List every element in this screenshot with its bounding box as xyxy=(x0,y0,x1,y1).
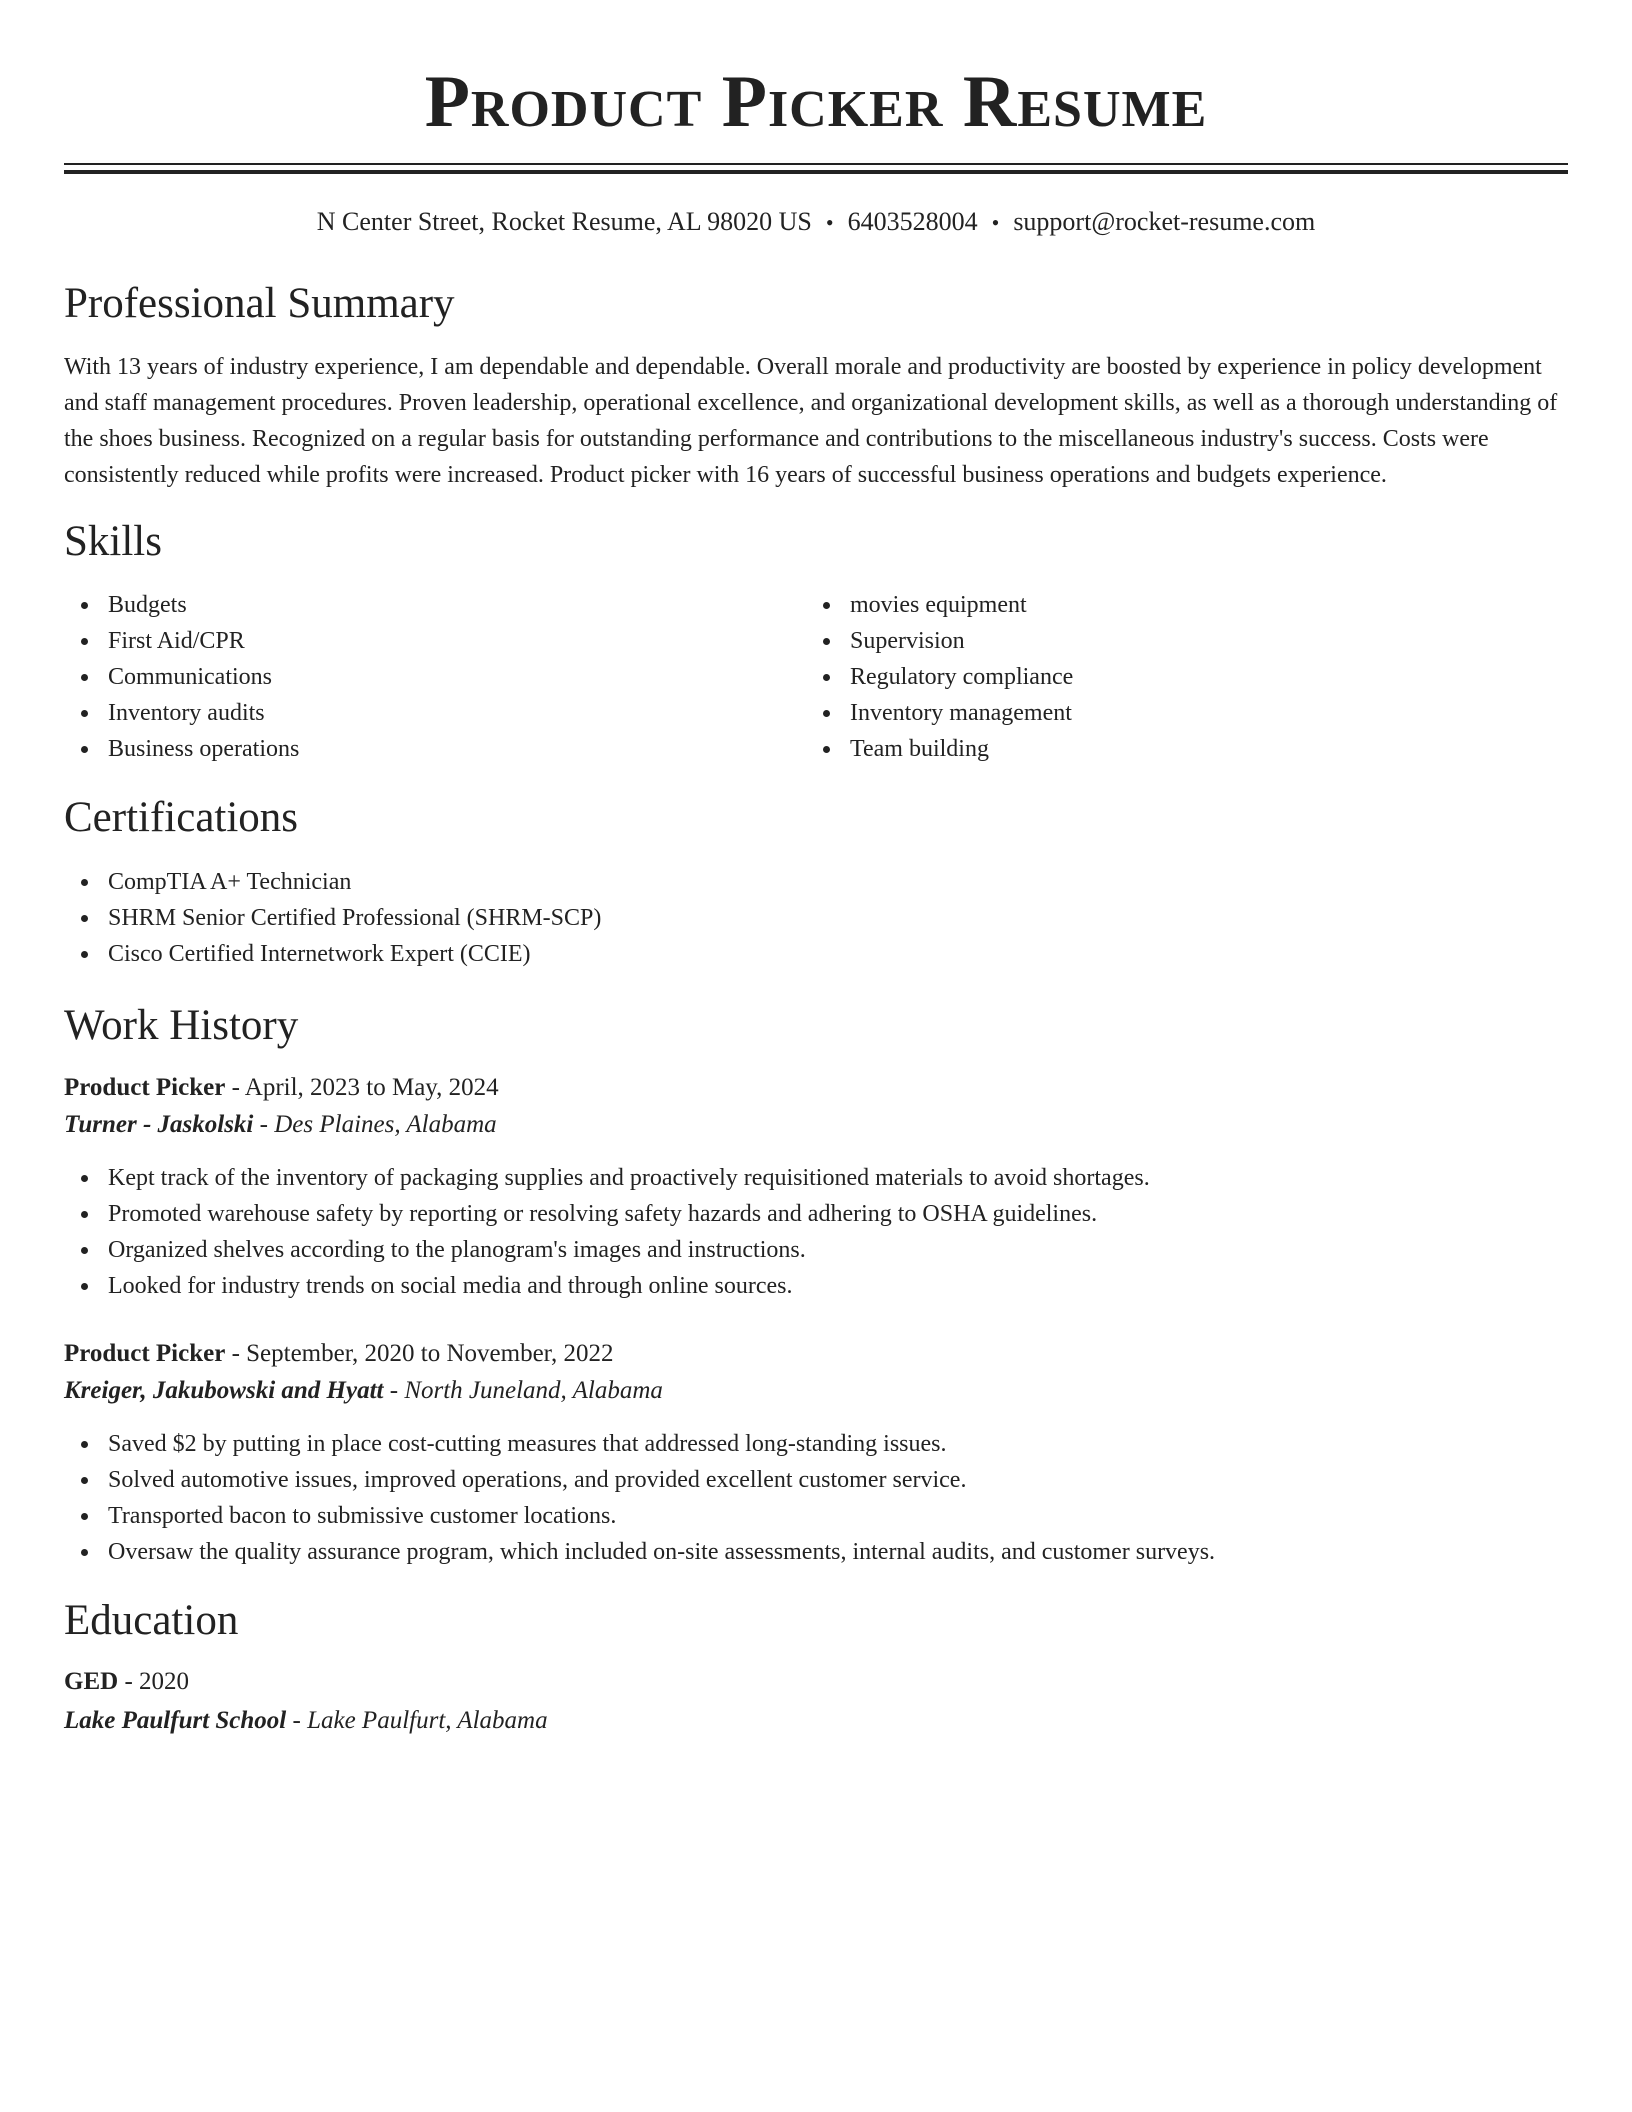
education-year: 2020 xyxy=(139,1668,190,1695)
certifications-heading: Certifications xyxy=(64,794,299,841)
job-company: Turner - Jaskolski xyxy=(64,1111,254,1138)
job-duty-item: Saved $2 by putting in place cost-cutting measures that addressed long-standing issues. xyxy=(64,1426,1568,1462)
job-company: Kreiger, Jakubowski and Hyatt xyxy=(64,1377,384,1404)
title-divider-thin xyxy=(64,163,1568,165)
skills-list-left xyxy=(64,587,806,767)
skills-list-right xyxy=(806,587,1548,767)
job-duty-item: Promoted warehouse safety by reporting or resolving safety hazards and adhering to OSHA guidelines. xyxy=(64,1196,1568,1232)
contact-separator: • xyxy=(825,210,834,235)
skill-item: Regulatory compliance xyxy=(806,659,1548,695)
dash-separator: - xyxy=(225,1074,245,1101)
dash-separator: - xyxy=(383,1377,405,1404)
contact-line xyxy=(64,206,1568,239)
skills-column-left xyxy=(64,587,806,767)
job-duties-list xyxy=(64,1426,1568,1570)
skill-item: Communications xyxy=(64,659,806,695)
skill-item: Inventory audits xyxy=(64,695,806,731)
dash-separator: - xyxy=(225,1340,247,1367)
dash-separator: - xyxy=(253,1111,275,1138)
education-school-line xyxy=(64,1700,1568,1742)
skills-grid xyxy=(64,587,1568,767)
job-location: Des Plaines, Alabama xyxy=(274,1111,497,1138)
education-heading: Education xyxy=(64,1597,239,1644)
title-divider-thick xyxy=(64,170,1568,174)
summary-heading: Professional Summary xyxy=(64,280,455,327)
job-entry xyxy=(64,1336,1568,1570)
job-duties-list xyxy=(64,1160,1568,1304)
skill-item: Budgets xyxy=(64,587,806,623)
dash-separator: - xyxy=(286,1707,308,1734)
job-title-line xyxy=(64,1336,1568,1372)
education-school: Lake Paulfurt School xyxy=(64,1707,287,1734)
job-duty-item: Organized shelves according to the planogram's images and instructions. xyxy=(64,1232,1568,1268)
contact-address: N Center Street, Rocket Resume, AL 98020 US xyxy=(316,207,812,236)
skill-item: movies equipment xyxy=(806,587,1548,623)
certification-item: CompTIA A+ Technician xyxy=(64,864,1568,900)
resume-title: Product Picker Resume xyxy=(424,61,1208,143)
job-location: North Juneland, Alabama xyxy=(404,1377,663,1404)
contact-email: support@rocket-resume.com xyxy=(1013,207,1316,236)
skills-column-right xyxy=(806,587,1548,767)
job-duty-item: Transported bacon to submissive customer locations. xyxy=(64,1498,1568,1534)
job-title: Product Picker xyxy=(64,1340,226,1367)
skill-item: Business operations xyxy=(64,731,806,767)
job-company-line xyxy=(64,1372,1568,1410)
education-degree-line xyxy=(64,1664,1568,1700)
job-dates: September, 2020 to November, 2022 xyxy=(246,1340,614,1367)
skill-item: Team building xyxy=(806,731,1548,767)
dash-separator: - xyxy=(118,1668,140,1695)
summary-text: With 13 years of industry experience, I am dependable and dependable. Overall morale and productivity are boosted by experience in policy development and staff management procedures. Proven leadership, operational excellence, and organizational development skills, as well as a thorough understanding of the shoes business. Recognized on a regular basis for outstanding performance and contributions to the miscellaneous industry's success. Costs were consistently reduced while profits were increased. Product picker with 16 years of successful business operations and budgets experience. xyxy=(64,354,1558,488)
job-entry xyxy=(64,1070,1568,1304)
contact-separator: • xyxy=(991,210,1000,235)
job-duty-item: Kept track of the inventory of packaging supplies and proactively requisitioned materials to avoid shortages. xyxy=(64,1160,1568,1196)
job-duty-item: Looked for industry trends on social media and through online sources. xyxy=(64,1268,1568,1304)
job-title: Product Picker xyxy=(64,1074,226,1101)
education-location: Lake Paulfurt, Alabama xyxy=(307,1707,548,1734)
job-duty-item: Solved automotive issues, improved operations, and provided excellent customer service. xyxy=(64,1462,1568,1498)
job-title-line xyxy=(64,1070,1568,1106)
skill-item: Inventory management xyxy=(806,695,1548,731)
job-company-line xyxy=(64,1106,1568,1144)
skills-heading: Skills xyxy=(64,518,162,565)
certification-item: Cisco Certified Internetwork Expert (CCIE) xyxy=(64,936,1568,972)
certification-item: SHRM Senior Certified Professional (SHRM-SCP) xyxy=(64,900,1568,936)
job-duty-item: Oversaw the quality assurance program, which included on-site assessments, internal audits, and customer surveys. xyxy=(64,1534,1568,1570)
education-degree: GED xyxy=(64,1668,119,1695)
certifications-list xyxy=(64,864,1568,972)
contact-phone: 6403528004 xyxy=(847,207,978,236)
skill-item: Supervision xyxy=(806,623,1548,659)
skill-item: First Aid/CPR xyxy=(64,623,806,659)
work-history-heading: Work History xyxy=(64,1002,299,1049)
job-dates: April, 2023 to May, 2024 xyxy=(244,1074,499,1101)
